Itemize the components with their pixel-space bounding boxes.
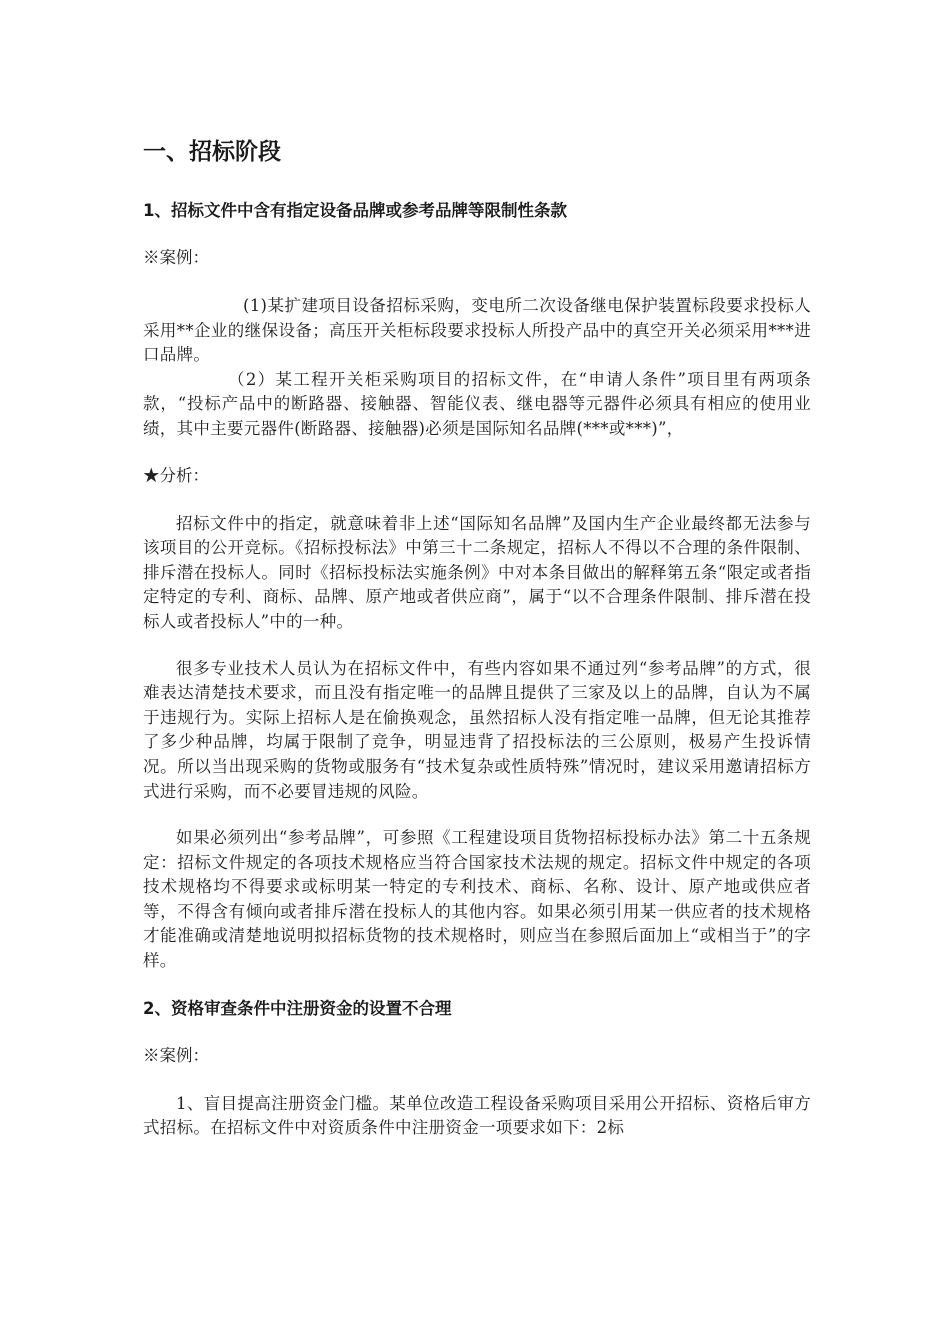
item1-case-label: ※案例： — [143, 248, 209, 267]
item1-analysis-label: ★分析： — [143, 465, 209, 485]
item2-case-label: ※案例： — [143, 1045, 209, 1065]
item1-case-1: (1)某扩建项目设备招标采购，变电所二次设备继电保护装置标段要求投标人采用**企业的继保设备；高压开关柜标段要求投标人所投产品中的真空开关必须采用***进口品牌。 — [143, 296, 811, 365]
item1-case-2: （2）某工程开关柜采购项目的招标文件，在“申请人条件”项目里有两项条款，“投标产品中的断路器、接触器、智能仪表、继电器等元器件必须具有相应的使用业绩，其中主要元器件(断路器、接触器)必须是国际知名品牌(***或***)”， — [143, 369, 811, 438]
item2-case-1: 1、盲目提高注册资金门槛。某单位改造工程设备采购项目采用公开招标、资格后审方式招标。在招标文件中对资质条件中注册资金一项要求如下：2标 — [143, 1093, 811, 1138]
section-heading: 一、招标阶段 — [143, 139, 281, 165]
document-page — [143, 128, 811, 1141]
item2-heading: 2、资格审查条件中注册资金的设置不合理 — [143, 998, 452, 1018]
item1-analysis-paragraph-2: 很多专业技术人员认为在招标文件中，有些内容如果不通过列“参考品牌”的方式，很难表达清楚技术要求，而且没有指定唯一的品牌且提供了三家及以上的品牌，自认为不属于违规行为。实际上招标人是在偷换观念，虽然招标人没有指定唯一品牌，但无论其推荐了多少种品牌，均属于限制了竞争，明显违背了招投标法的三公原则，极易产生投诉情况。所以当出现采购的货物或服务有“技术复杂或性质特殊”情况时，建议采用邀请招标方式进行采购，而不必要冒违规的风险。 — [143, 658, 811, 801]
item1-analysis-paragraph-3: 如果必须列出“参考品牌”，可参照《工程建设项目货物招标投标办法》第二十五条规定：招标文件规定的各项技术规格应当符合国家技术法规的规定。招标文件中规定的各项技术规格均不得要求或标明某一特定的专利技术、商标、名称、设计、原产地或供应者等，不得含有倾向或者排斥潜在投标人的其他内容。如果必须引用某一供应者的技术规格才能准确或清楚地说明拟招标货物的技术规格时，则应当在参照后面加上“或相当于”的字样。 — [143, 828, 811, 971]
item1-heading: 1、招标文件中含有指定设备品牌或参考品牌等限制性条款 — [143, 201, 567, 220]
item1-analysis-paragraph-1: 招标文件中的指定，就意味着非上述“国际知名品牌”及国内生产企业最终都无法参与该项目的公开竞标。《招标投标法》中第三十二条规定，招标人不得以不合理的条件限制、排斥潜在投标人。同时《招标投标法实施条例》中对本条目做出的解释第五条“限定或者指定特定的专利、商标、品牌、原产地或者供应商”，属于“以不合理条件限制、排斥潜在投标人或者投标人”中的一种。 — [143, 513, 811, 631]
